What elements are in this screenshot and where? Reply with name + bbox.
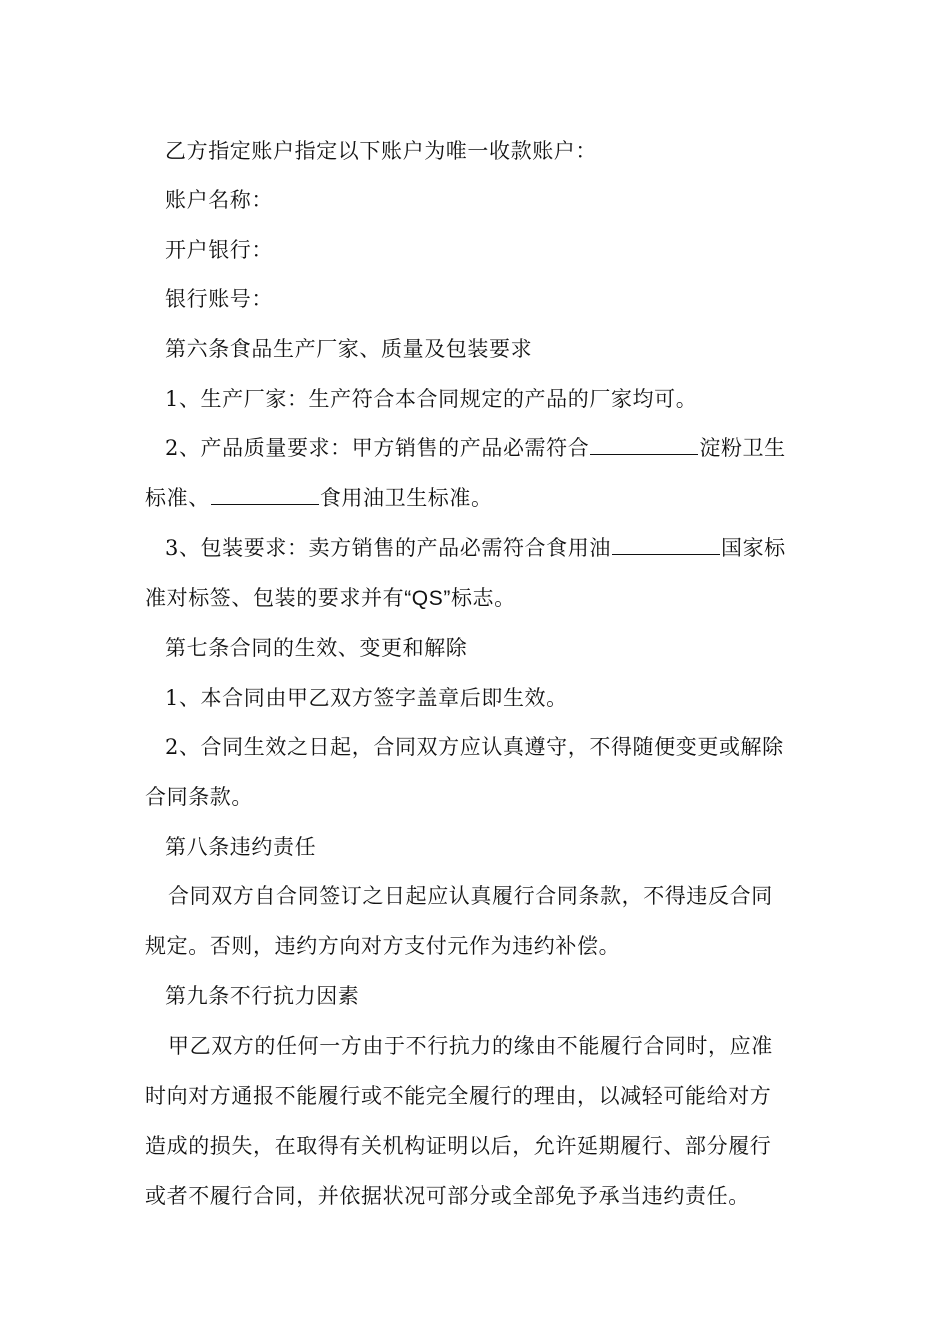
fill-in-blank [211, 484, 319, 505]
clause-7-2-line-1: 2、合同生效之日起，合同双方应认真遵守，不得随便变更或解除 [165, 735, 784, 759]
field-account-name: 账户名称： [165, 188, 273, 212]
article-9-body-line-2: 时向对方通报不能履行或不能完全履行的理由，以减轻可能给对方 [145, 1084, 772, 1108]
article-8-body-line-1: 合同双方自合同签订之日起应认真履行合同条款，不得违反合同 [168, 884, 773, 908]
clause-text: 淀粉卫生 [699, 436, 786, 460]
clause-6-2-line-1 [165, 434, 830, 462]
heading-article-9: 第九条不行抗力因素 [165, 984, 360, 1008]
clause-6-2-line-2 [145, 484, 810, 512]
clause-text: 2、产品质量要求：甲方销售的产品必需符合 [165, 436, 590, 460]
fill-in-blank [612, 534, 720, 555]
article-8-body-line-2: 规定。否则，违约方向对方支付元作为违约补偿。 [145, 934, 621, 958]
qs-mark-text: “QS” [404, 587, 451, 610]
clause-text: 国家标 [720, 536, 786, 560]
clause-6-3-line-1 [165, 534, 830, 562]
clause-text: 标志。 [450, 586, 516, 610]
field-bank-name: 开户银行： [165, 238, 273, 262]
field-bank-account-number: 银行账号： [165, 287, 273, 311]
heading-article-6: 第六条食品生产厂家、质量及包装要求 [165, 337, 533, 361]
article-9-body-line-1: 甲乙双方的任何一方由于不行抗力的缘由不能履行合同时，应准 [168, 1034, 773, 1058]
clause-7-1: 1、本合同由甲乙双方签字盖章后即生效。 [165, 686, 568, 710]
article-9-body-line-4: 或者不履行合同，并依据状况可部分或全部免予承当违约责任。 [145, 1184, 750, 1208]
clause-7-2-line-2: 合同条款。 [145, 785, 253, 809]
clause-text: 3、包装要求：卖方销售的产品必需符合食用油 [165, 536, 611, 560]
fill-in-blank [590, 434, 698, 455]
clause-text: 食用油卫生标准。 [319, 486, 493, 510]
heading-article-7: 第七条合同的生效、变更和解除 [165, 636, 468, 660]
clause-text: 准对标签、包装的要求并有 [145, 586, 405, 610]
clause-text: 标准、 [145, 486, 210, 510]
article-9-body-line-3: 造成的损失，在取得有关机构证明以后，允许延期履行、部分履行 [145, 1134, 772, 1158]
paragraph-account-designation: 乙方指定账户指定以下账户为唯一收款账户： [165, 139, 597, 163]
clause-6-1: 1、生产厂家：生产符合本合同规定的产品的厂家均可。 [165, 387, 698, 411]
clause-6-3-line-2 [145, 584, 810, 613]
heading-article-8: 第八条违约责任 [165, 835, 317, 859]
